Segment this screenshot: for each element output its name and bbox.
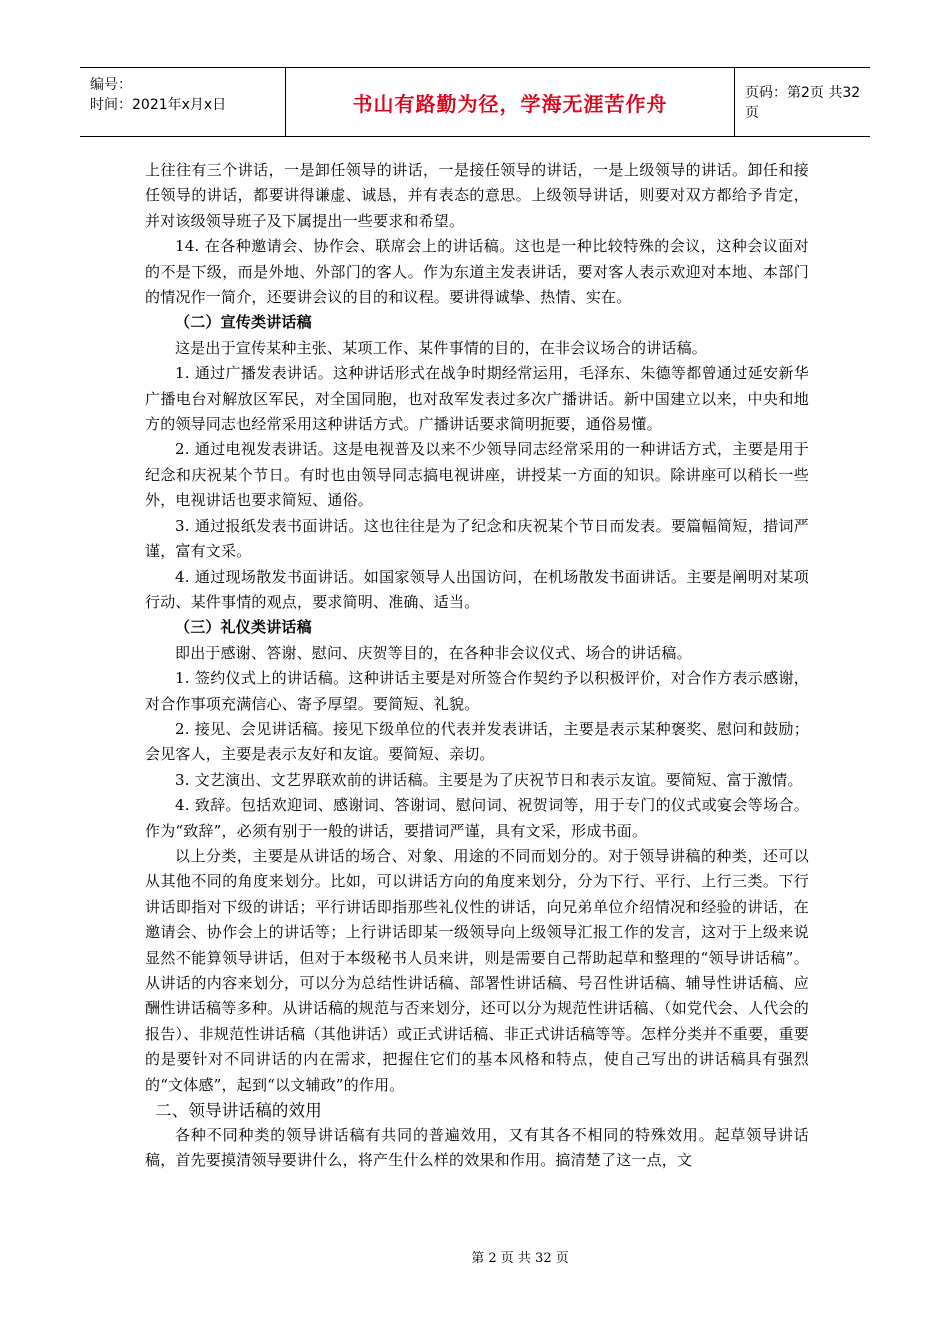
body-paragraph: 以上分类，主要是从讲话的场合、对象、用途的不同而划分的。对于领导讲稿的种类，还可以从其他不同的角度来划分。比如，可以讲话方向的角度来划分，分为下行、平行、上行三类。下行讲话即指对下级的讲话；平行讲话即指那些礼仪性的讲话，向兄弟单位介绍情况和经验的讲话，在邀请会、协作会上的讲话等；上行讲话即某一级领导向上级领导汇报工作的发言，这对于上级来说显然不能算领导讲话，但对于本级秘书人员来讲，则是需要自己帮助起草和整理的“领导讲话稿”。从讲话的内容来划分，可以分为总结性讲话稿、部署性讲话稿、号召性讲话稿、辅导性讲话稿、应酬性讲话稿等多种。从讲话稿的规范与否来划分，还可以分为规范性讲话稿、（如党代会、人代会的报告）、非规范性讲话稿（其他讲话）或正式讲话稿、非正式讲话稿等等。怎样分类并不重要，重要的是要针对不同讲话的内在需求，把握住它们的基本风格和特点，使自己写出的讲话稿具有强烈的“文体感”，起到“以文辅政”的作用。 xyxy=(145,846,809,1094)
page-header xyxy=(80,67,870,137)
header-page-info xyxy=(735,68,870,136)
header-motto: 书山有路勤为径，学海无涯苦作舟 xyxy=(352,91,668,116)
body-paragraph: 4. 通过现场散发书面讲话。如国家领导人出国访问，在机场散发书面讲话。主要是阐明对某项行动、某件事情的观点，要求简明、准确、适当。 xyxy=(145,567,809,611)
header-motto-cell xyxy=(285,68,735,136)
body-paragraph: 14. 在各种邀请会、协作会、联席会上的讲话稿。这也是一种比较特殊的会议，这种会议面对的不是下级，而是外地、外部门的客人。作为东道主发表讲话，要对客人表示欢迎对本地、本部门的情况作一简介，还要讲会议的目的和议程。要讲得诚挚、热情、实在。 xyxy=(145,237,809,307)
body-paragraph: 4. 致辞。包括欢迎词、感谢词、答谢词、慰问词、祝贺词等，用于专门的仪式或宴会等场合。作为“致辞”，必须有别于一般的讲话，要措词严谨，具有文采，形成书面。 xyxy=(145,796,809,840)
body-paragraph: 即出于感谢、答谢、慰问、庆贺等目的，在各种非会议仪式、场合的讲话稿。 xyxy=(175,643,692,662)
body-paragraph: 1. 通过广播发表讲话。这种讲话形式在战争时期经常运用，毛泽东、朱德等都曾通过延安新华广播电台对解放区军民，对全国同胞，也对敌军发表过多次广播讲话。新中国建立以来，中央和地方的领导同志也经常采用这种讲话方式。广播讲话要求简明扼要，通俗易懂。 xyxy=(145,364,809,434)
doc-time-label: 时间：2021年x月x日 xyxy=(90,97,227,113)
subsection-heading: （二）宣传类讲话稿 xyxy=(175,313,312,332)
subsection-heading: （三）礼仪类讲话稿 xyxy=(175,618,312,637)
body-paragraph: 各种不同种类的领导讲话稿有共同的普遍效用，又有其各不相同的特殊效用。起草领导讲话稿，首先要摸清领导要讲什么，将产生什么样的效果和作用。搞清楚了这一点，文 xyxy=(145,1126,809,1170)
body-paragraph: 3. 文艺演出、文艺界联欢前的讲话稿。主要是为了庆祝节日和表示友谊。要简短、富于激情。 xyxy=(175,770,803,789)
document-body xyxy=(145,158,809,1174)
header-page-label: 页码：第2页 共32页 xyxy=(745,85,861,121)
footer-page-number: 第 2 页 共 32 页 xyxy=(471,1251,569,1266)
doc-number-label: 编号： xyxy=(90,77,132,93)
body-paragraph: 上往往有三个讲话，一是卸任领导的讲话，一是接任领导的讲话，一是上级领导的讲话。卸任和接任领导的讲话，都要讲得谦虚、诚恳，并有表态的意思。上级领导讲话，则要对双方都给予肯定，并对该级领导班子及下属提出一些要求和希望。 xyxy=(145,161,809,230)
body-paragraph: 2. 接见、会见讲话稿。接见下级单位的代表并发表讲话，主要是表示某种褒奖、慰问和鼓励；会见客人，主要是表示友好和友谊。要简短、亲切。 xyxy=(145,719,809,764)
body-paragraph: 2. 通过电视发表讲话。这是电视普及以来不少领导同志经常采用的一种讲话方式，主要是用于纪念和庆祝某个节日。有时也由领导同志搞电视讲座，讲授某一方面的知识。除讲座可以稍长一些外，电视讲话也要求简短、通俗。 xyxy=(145,440,809,510)
body-paragraph: 3. 通过报纸发表书面讲话。这也往往是为了纪念和庆祝某个节日而发表。要篇幅简短，措词严谨，富有文采。 xyxy=(145,516,809,561)
page-footer xyxy=(0,1247,950,1266)
body-paragraph: 这是出于宣传某种主张、某项工作、某件事情的目的，在非会议场合的讲话稿。 xyxy=(175,338,708,357)
section-heading: 二、领导讲话稿的效用 xyxy=(155,1101,322,1121)
header-info xyxy=(80,68,285,136)
body-paragraph: 1. 签约仪式上的讲话稿。这种讲话主要是对所签合作契约予以积极评价，对合作方表示感谢，对合作事项充满信心、寄予厚望。要简短、礼貌。 xyxy=(145,669,809,713)
